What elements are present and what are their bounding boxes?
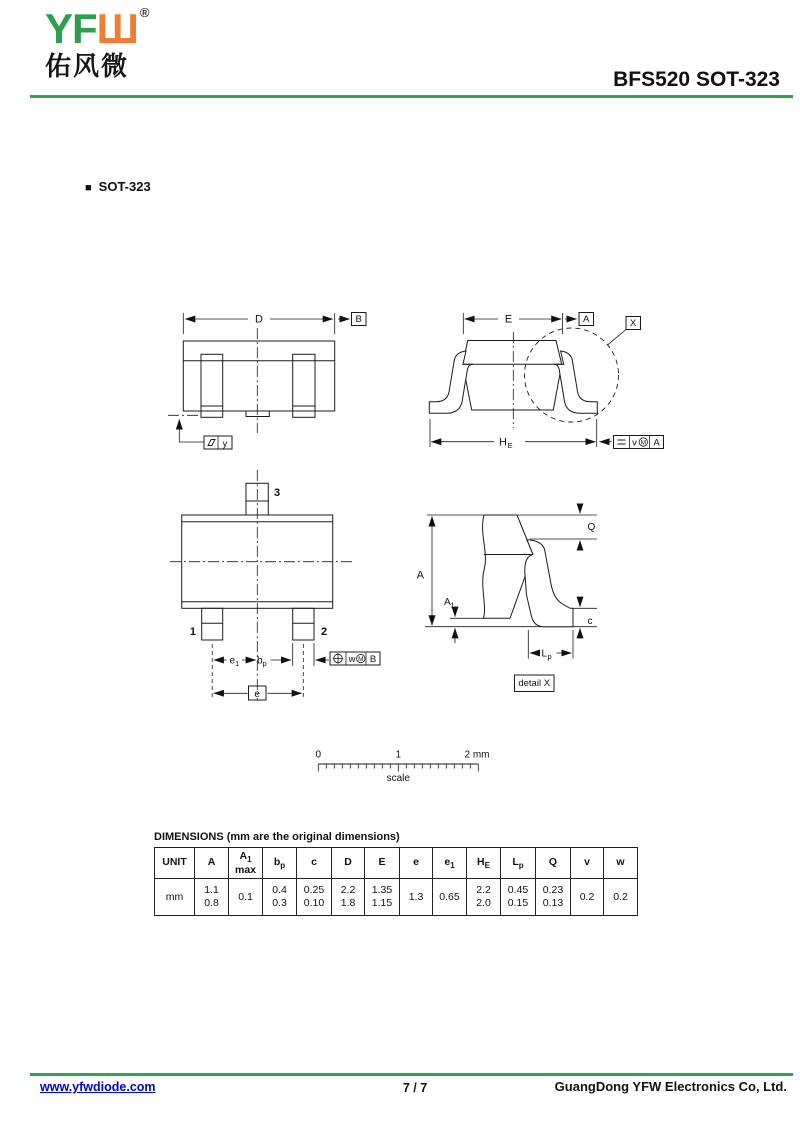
- y-leader-line: [179, 431, 204, 442]
- header-divider: [30, 95, 793, 98]
- section-title: SOT-323: [98, 179, 151, 194]
- body-wavy-break-line: [483, 515, 486, 618]
- table-header-cell: v: [571, 848, 604, 879]
- detail-x-view: [417, 505, 597, 692]
- logo-wordmark: [45, 6, 148, 50]
- datum-ref-a-label: A: [653, 437, 660, 449]
- company-logo: [45, 6, 148, 79]
- page-number: 7 / 7: [402, 1081, 428, 1095]
- flatness-symbol-icon: [208, 440, 215, 446]
- table-title: DIMENSIONS (mm are the original dimensions): [154, 831, 400, 843]
- table-cell: 1.1 0.8: [195, 879, 229, 916]
- dim-label-bp-sub: p: [262, 659, 267, 668]
- detail-x-ref-label: X: [630, 318, 637, 329]
- lead-cross-section: [525, 540, 573, 627]
- pin-2-outline: [293, 608, 314, 640]
- table-cell: 1.35 1.15: [365, 879, 400, 916]
- scale-tick-2: 2 mm: [464, 749, 490, 761]
- e-extension-lines: [463, 313, 562, 334]
- table-header-cell: Q: [536, 848, 571, 879]
- dim-label-e-pitch: e: [254, 689, 260, 700]
- dim-label-he: H: [499, 436, 507, 449]
- dim-label-lp-sub: p: [547, 652, 552, 661]
- table-cell: 2.2 1.8: [332, 879, 365, 916]
- table-cell: 0.25 0.10: [297, 879, 332, 916]
- table-cell: 1.3: [400, 879, 433, 916]
- package-body-section: [463, 341, 562, 411]
- datum-label-a: A: [583, 314, 590, 325]
- tolerance-label-y: y: [222, 438, 228, 450]
- company-name: GuangDong YFW Electronics Co, Ltd.: [554, 1079, 787, 1094]
- section-heading: [85, 179, 151, 194]
- top-view: [170, 470, 380, 700]
- position-symbol-cross: [333, 653, 344, 664]
- table-header-cell: $H_E$: [467, 848, 501, 879]
- dim-label-c: c: [587, 616, 593, 627]
- table-header-cell: $A_1$ max: [229, 848, 263, 879]
- pin-3-number: 3: [274, 487, 281, 499]
- package-body-outline: [183, 341, 334, 411]
- table-header-cell: E: [365, 848, 400, 879]
- pin-1-number: 1: [189, 626, 196, 638]
- table-cell: 0.23 0.13: [536, 879, 571, 916]
- table-header-cell: c: [297, 848, 332, 879]
- table-cell: mm: [155, 879, 195, 916]
- datum-label-b: B: [355, 314, 362, 325]
- dimensions-table: [154, 847, 638, 916]
- dim-label-bp: b: [257, 655, 263, 667]
- table-cell: 0.4 0.3: [263, 879, 297, 916]
- table-header-cell: $e_1$: [433, 848, 467, 879]
- dim-label-he-sub: E: [507, 441, 513, 450]
- table-header-cell: $b_p$: [263, 848, 297, 879]
- table-header-cell: e: [400, 848, 433, 879]
- dim-label-e1: e: [229, 655, 236, 667]
- dimensions-section: [154, 831, 638, 916]
- table-cell: 2.2 2.0: [467, 879, 501, 916]
- detail-x-leader: [608, 330, 626, 345]
- lead-2-outline: [293, 354, 315, 417]
- logo-chinese-text: 佑风微: [45, 51, 130, 81]
- bottom-view: [168, 313, 366, 450]
- scale-tick-0: 0: [315, 749, 322, 761]
- table-cell: 0.1: [229, 879, 263, 916]
- lead-1-outline: [201, 354, 223, 417]
- table-header-cell: D: [332, 848, 365, 879]
- table-cell: 0.45 0.15: [501, 879, 536, 916]
- front-view: [429, 313, 663, 451]
- website-link[interactable]: www.yfwdiode.com: [40, 1080, 156, 1094]
- scale-caption: scale: [386, 773, 410, 784]
- dim-label-lp: L: [541, 648, 548, 660]
- dim-label-q: Q: [587, 522, 596, 533]
- table-header-row: [155, 848, 638, 879]
- dim-label-a1-sub: 1: [450, 600, 455, 610]
- pin-2-number: 2: [321, 626, 328, 638]
- dim-label-e-width: E: [504, 313, 513, 326]
- scale-bar: [316, 750, 490, 785]
- package-outline-drawing: [150, 280, 700, 800]
- table-header-cell: A: [195, 848, 229, 879]
- mmc-m-label-2: M: [358, 655, 364, 663]
- detail-x-title: detail X: [518, 678, 551, 689]
- table-header-cell: w: [604, 848, 638, 879]
- dim-label-a1: A: [444, 597, 451, 608]
- datum-ref-b-label: B: [369, 654, 377, 665]
- footer-divider: [30, 1073, 793, 1076]
- logo-text-w: Ш: [96, 5, 138, 52]
- table-data-row: [155, 879, 638, 916]
- dim-label-d: D: [255, 313, 263, 326]
- mmc-m-label: M: [640, 439, 647, 447]
- symmetry-symbol-icon: [618, 440, 626, 444]
- dim-label-e1-sub: 1: [235, 659, 240, 668]
- scale-ticks: [318, 764, 478, 772]
- table-cell: 0.65: [433, 879, 467, 916]
- gullwing-lead-right: [554, 351, 598, 413]
- table-header-cell: UNIT: [155, 848, 195, 879]
- logo-text-yf: YF: [45, 5, 97, 52]
- table-cell: 0.2: [604, 879, 638, 916]
- section-bullet-icon: ■: [85, 182, 92, 194]
- scale-tick-1: 1: [395, 749, 402, 761]
- table-cell: 0.2: [571, 879, 604, 916]
- document-title: BFS520 SOT-323: [613, 68, 780, 91]
- pin-1-outline: [202, 608, 223, 640]
- table-header-cell: $L_p$: [501, 848, 536, 879]
- dim-label-a: A: [416, 569, 424, 582]
- tolerance-label-v: v: [632, 437, 637, 449]
- tolerance-label-w: w: [348, 654, 356, 665]
- registered-trademark-icon: ®: [139, 5, 149, 20]
